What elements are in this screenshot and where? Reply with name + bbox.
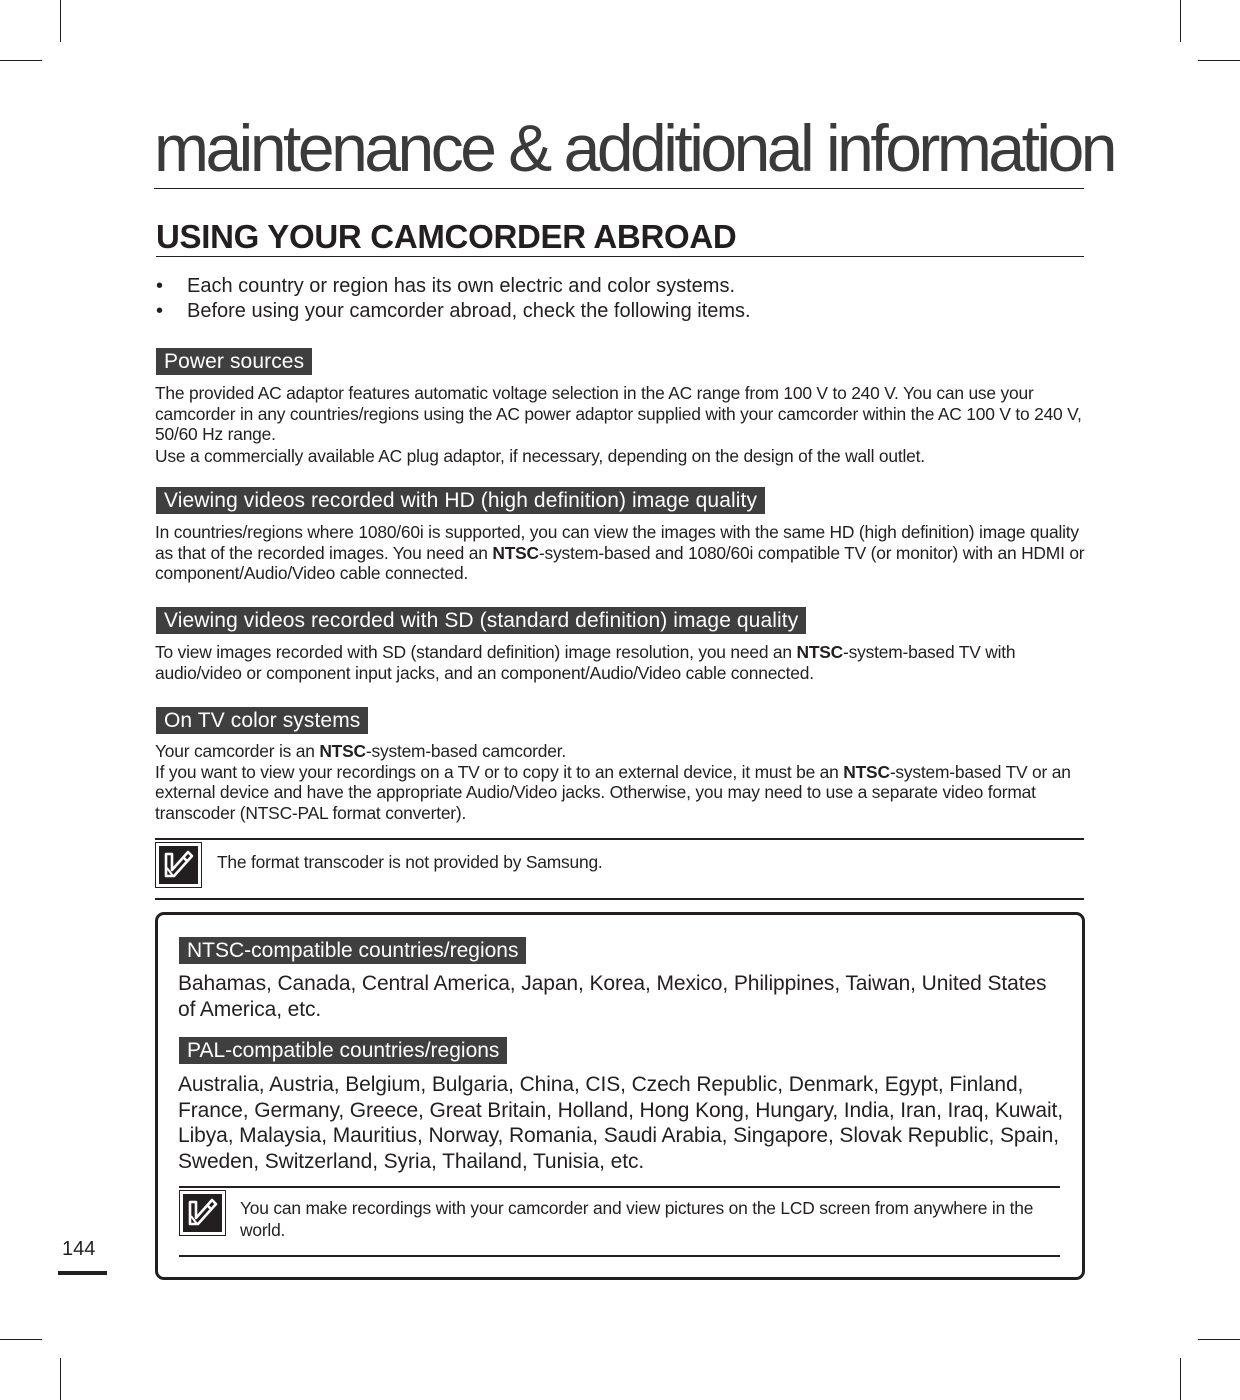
note-box — [179, 1186, 1060, 1257]
bullet-icon: • — [156, 300, 164, 322]
ntsc-emphasis: NTSC — [319, 741, 366, 761]
text-run: To view images recorded with SD (standard definition) image resolution, you need an — [155, 642, 797, 662]
power-sources-plug-text: Use a commercially available AC plug adaptor, if necessary, depending on the design of the wall outlet. — [155, 445, 925, 466]
pal-regions-text: Australia, Austria, Belgium, Bulgaria, China, CIS, Czech Republic, Denmark, Egypt, Finland, France, Germany, Greece, Great Britain, Holland, Hong Kong, Hungary, India, Iran, Iraq, Kuwait, Libya, Malaysia, Mauritius, Norway, Romania, Saudi Arabia, Singapore, Slovak Republic, Spain, Sweden, Switzerland, Syria, Thailand, Tunisia, etc. — [178, 1073, 1063, 1173]
list-item — [156, 274, 1086, 299]
power-sources-body — [155, 383, 1090, 466]
sd-viewing-heading: Viewing videos recorded with SD (standard definition) image quality — [156, 607, 806, 634]
crop-mark — [0, 60, 42, 61]
ntsc-emphasis: NTSC — [796, 642, 844, 662]
power-sources-text: The provided AC adaptor features automatic voltage selection in the AC range from 100 V to 240 V. You can use your camcorder in any countries/regions using the AC power adaptor supplied with your camcorder within the AC 100 V to 240 V, 50/60 Hz range. — [155, 383, 1082, 444]
note-box — [155, 838, 1084, 900]
tv-color-heading: On TV color systems — [156, 707, 368, 734]
ntsc-emphasis: NTSC — [492, 542, 539, 563]
chapter-title: maintenance & additional information — [154, 108, 1084, 189]
tv-color-line-1 — [155, 741, 1090, 762]
sd-viewing-text — [155, 642, 1090, 683]
crop-mark — [60, 1358, 61, 1400]
text-run: -system-based TV with audio/video or component input jacks, and an component/Audio/Video cable connected. — [155, 642, 1016, 683]
crop-mark — [60, 0, 61, 42]
note-text: The format transcoder is not provided by Samsung. — [217, 852, 603, 872]
crop-mark — [1198, 60, 1240, 61]
intro-list — [156, 274, 1086, 324]
sd-viewing-body — [155, 642, 1090, 683]
ntsc-regions-heading: NTSC-compatible countries/regions — [179, 937, 526, 964]
ntsc-regions-text: Bahamas, Canada, Central America, Japan, Korea, Mexico, Philippines, Taiwan, United States of America, etc. — [178, 972, 1047, 1021]
hd-viewing-body — [155, 522, 1090, 584]
list-item-text: Each country or region has its own electric and color systems. — [187, 275, 736, 297]
text-run: -system-based TV or an external device and have the appropriate Audio/Video jacks. Otherwise, you may need to use a separate video format transcoder (NTSC-PAL format converter). — [155, 761, 1071, 823]
note-pencil-icon — [155, 842, 202, 888]
text-run: -system-based and 1080/60i compatible TV (or monitor) with an HDMI or component/Audio/Video cable connected. — [155, 542, 1085, 583]
text-run: In countries/regions where 1080/60i is supported, you can view the images with the same HD (high definition) image quality as that of the recorded images. You need an — [155, 522, 1079, 563]
crop-mark — [1180, 0, 1181, 42]
list-item-text: Before using your camcorder abroad, check the following items. — [187, 300, 751, 322]
crop-mark — [0, 1339, 42, 1340]
note-pencil-icon — [179, 1190, 226, 1236]
crop-mark — [1198, 1339, 1240, 1340]
tv-color-body — [155, 741, 1090, 823]
hd-viewing-heading: Viewing videos recorded with HD (high definition) image quality — [156, 487, 765, 514]
pal-regions-heading: PAL-compatible countries/regions — [179, 1037, 507, 1064]
text-run: -system-based camcorder. — [365, 741, 566, 761]
page-number-rule — [58, 1271, 107, 1275]
list-item — [156, 299, 1086, 324]
note-text: You can make recordings with your camcorder and view pictures on the LCD screen from anywhere in the world. — [240, 1198, 1034, 1240]
crop-mark — [1180, 1358, 1181, 1400]
section-title: USING YOUR CAMCORDER ABROAD — [156, 218, 1084, 257]
page-number: 144 — [62, 1238, 96, 1260]
text-run: Your camcorder is an — [155, 741, 320, 761]
ntsc-emphasis: NTSC — [843, 761, 890, 782]
tv-color-line-2 — [155, 762, 1090, 824]
hd-viewing-text — [155, 522, 1090, 584]
power-sources-heading: Power sources — [156, 348, 312, 375]
text-run: If you want to view your recordings on a TV or to copy it to an external device, it must be an — [155, 761, 844, 782]
bullet-icon: • — [156, 275, 164, 297]
